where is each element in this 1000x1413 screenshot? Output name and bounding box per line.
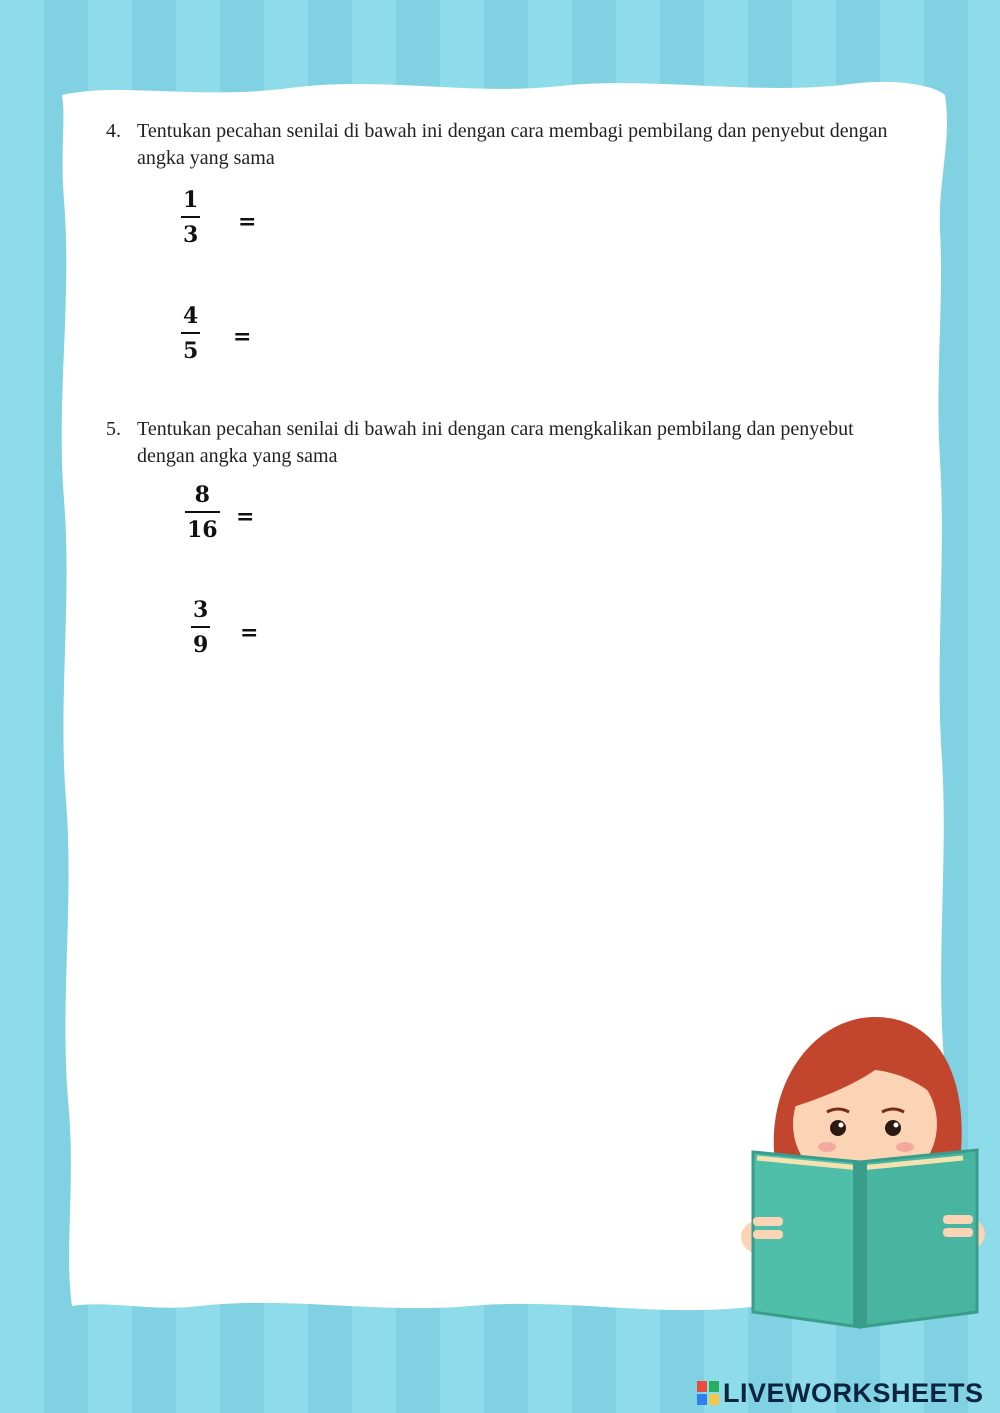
denominator: 16: [187, 517, 218, 543]
equals-sign: =: [236, 504, 255, 530]
fraction-8-16: [185, 481, 220, 545]
numerator: 8: [194, 482, 210, 508]
numerator: 4: [183, 303, 199, 329]
question-text: Tentukan pecahan senilai di bawah ini dengan cara mengkalikan pembilang dan penyebut dengan angka yang sama: [137, 418, 854, 467]
question-5: [106, 416, 906, 470]
girl-reading-book-illustration: [735, 1012, 990, 1332]
equals-sign: =: [238, 209, 257, 235]
fraction-1-3: [181, 186, 200, 250]
denominator: 3: [183, 222, 199, 248]
fraction-4-5: [181, 302, 200, 366]
question-4: [106, 118, 906, 172]
equals-sign: =: [240, 620, 259, 646]
denominator: 5: [183, 338, 199, 364]
liveworksheets-logo[interactable]: [697, 1378, 984, 1408]
liveworksheets-mark-icon: [697, 1381, 719, 1405]
equals-sign: =: [233, 324, 252, 350]
question-number: 5.: [106, 418, 121, 440]
denominator: 9: [193, 632, 209, 658]
question-text: Tentukan pecahan senilai di bawah ini dengan cara membagi pembilang dan penyebut dengan angka yang sama: [137, 120, 888, 169]
numerator: 3: [193, 597, 209, 623]
numerator: 1: [183, 187, 199, 213]
fraction-3-9: [191, 596, 210, 660]
logo-text: LIVEWORKSHEETS: [723, 1377, 984, 1408]
question-number: 4.: [106, 120, 121, 142]
